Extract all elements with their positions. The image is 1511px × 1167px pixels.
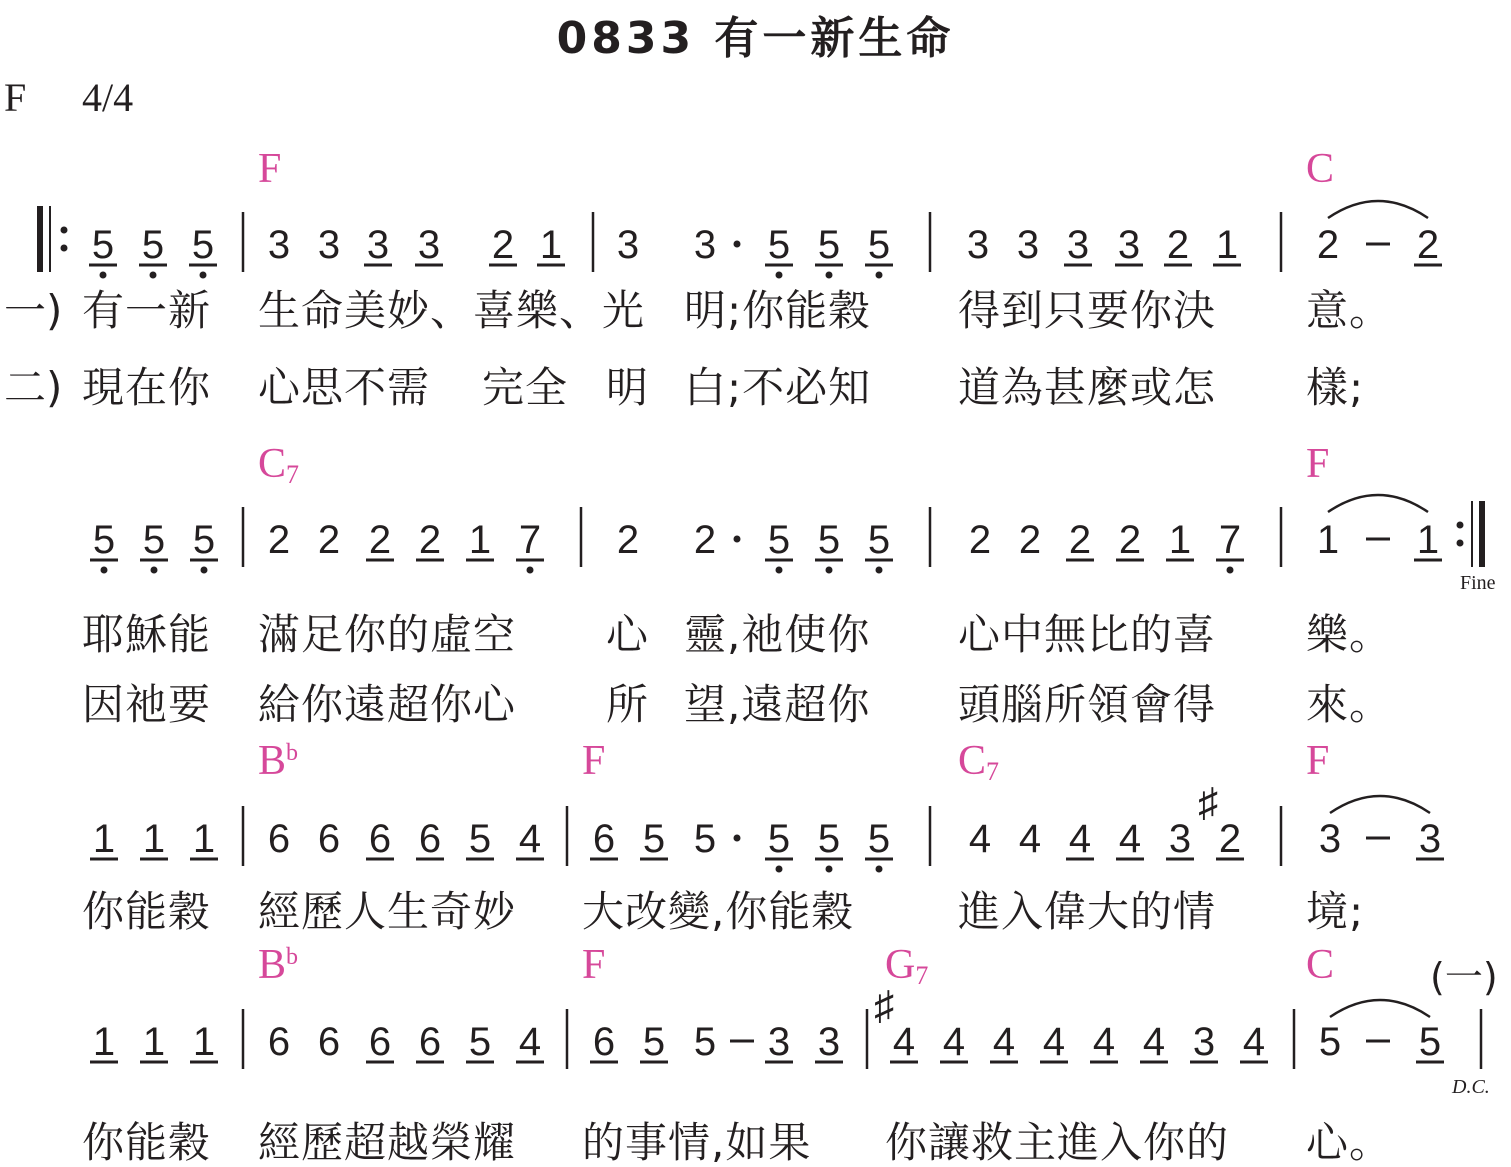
lyric-segment: 完全: [482, 363, 569, 412]
note-digit: 5: [767, 223, 791, 267]
note-digit: 3: [366, 223, 390, 267]
note-digit: 3: [1318, 817, 1342, 861]
chord-root: C: [258, 441, 287, 487]
note-digit: 5: [642, 817, 666, 861]
note-digit: 1: [192, 817, 216, 861]
note-digit: 5: [867, 817, 891, 861]
note-digit: 4: [1092, 1020, 1116, 1064]
lyric-segment: 經歷人生奇妙: [258, 887, 517, 936]
note-digit: 5: [817, 223, 841, 267]
chord-symbol: F: [258, 146, 282, 192]
note-digit: 1: [539, 223, 563, 267]
chord-flat: b: [286, 740, 299, 766]
octave-dot: [776, 866, 783, 873]
note-digit: 5: [867, 223, 891, 267]
octave-dot: [876, 567, 883, 574]
lyric-segment: 樣;: [1306, 363, 1365, 412]
key-signature: F: [4, 75, 27, 120]
note-digit: 3: [1117, 223, 1141, 267]
note-digit: 3: [693, 223, 717, 267]
lyric-segment: 白;不必知: [684, 363, 872, 412]
note-digit: 1: [1316, 518, 1340, 562]
note-digit: 5: [1318, 1020, 1342, 1064]
note-digit: 7: [1218, 518, 1242, 562]
octave-dot: [200, 272, 207, 279]
sharp-sign: ♯: [874, 984, 894, 1028]
note-digit: 2: [317, 518, 341, 562]
note-digit: 1: [1215, 223, 1239, 267]
octave-dot: [151, 567, 158, 574]
chord-symbol: F: [582, 738, 606, 784]
octave-dot: [101, 567, 108, 574]
note-digit: 4: [942, 1020, 966, 1064]
repeat-dot: [61, 227, 68, 234]
time-signature: 4/4: [82, 75, 134, 120]
lyric-segment: 望,遠超你: [684, 680, 871, 729]
augmentation-dot: [734, 241, 741, 248]
octave-dot: [100, 272, 107, 279]
note-digit: 3: [417, 223, 441, 267]
note-digit: 5: [693, 1020, 717, 1064]
note-digit: 3: [1192, 1020, 1216, 1064]
lyric-segment: 明;你能穀: [684, 286, 872, 335]
note-digit: 6: [267, 817, 291, 861]
lyric-segment: 所: [606, 680, 650, 729]
note-digit: 5: [92, 518, 116, 562]
note-digit: 3: [1168, 817, 1192, 861]
octave-dot: [201, 567, 208, 574]
note-digit: 3: [1066, 223, 1090, 267]
tie-arc: [1328, 201, 1428, 218]
note-digit: 2: [418, 518, 442, 562]
note-digit: 2: [1166, 223, 1190, 267]
lyric-segment: 生命美妙、喜樂、光: [258, 286, 646, 335]
note-digit: 5: [867, 518, 891, 562]
octave-dot: [826, 567, 833, 574]
note-digit: 1: [1416, 518, 1440, 562]
note-digit: 6: [418, 1020, 442, 1064]
note-digit: 1: [92, 1020, 116, 1064]
note-digit: 4: [1242, 1020, 1266, 1064]
chord-root: G: [885, 942, 916, 988]
note-digit: 4: [968, 817, 992, 861]
note-digit: 4: [518, 817, 542, 861]
note-digit: 5: [767, 817, 791, 861]
note-digit: 1: [92, 817, 116, 861]
note-digit: 4: [518, 1020, 542, 1064]
augmentation-dot: [734, 835, 741, 842]
note-digit: 2: [968, 518, 992, 562]
note-digit: 5: [142, 518, 166, 562]
lyric-segment: 耶穌能: [82, 610, 212, 659]
note-digit: 4: [1068, 817, 1092, 861]
lyric-segment: 意。: [1306, 286, 1393, 335]
note-digit: 4: [1042, 1020, 1066, 1064]
lyric-segment: 道為甚麼或怎: [958, 363, 1217, 412]
augmentation-dot: [734, 536, 741, 543]
octave-dot: [876, 866, 883, 873]
page-title: 0833 有一新生命: [556, 13, 955, 64]
note-digit: 5: [817, 518, 841, 562]
lyric-segment: 你能穀: [82, 887, 212, 936]
dc-mark: D.C.: [1452, 1076, 1490, 1098]
lyric-segment: 你能穀: [82, 1118, 212, 1167]
lyric-segment: 心: [606, 610, 650, 659]
sharp-sign: ♯: [1198, 781, 1218, 825]
lyric-segment: 你讓救主進入你的: [885, 1118, 1230, 1167]
octave-dot: [876, 272, 883, 279]
tie-arc: [1330, 1000, 1430, 1017]
note-digit: 2: [267, 518, 291, 562]
note-digit: 2: [1218, 817, 1242, 861]
repeat-dot: [1457, 522, 1464, 529]
note-digit: 5: [468, 1020, 492, 1064]
note-digit: 4: [892, 1020, 916, 1064]
chord-ext: 7: [286, 460, 300, 489]
lyric-segment: 心。: [1306, 1118, 1393, 1167]
note-digit: 6: [592, 1020, 616, 1064]
chord-ext: 7: [915, 961, 929, 990]
note-digit: 6: [267, 1020, 291, 1064]
chord-flat: b: [286, 944, 299, 970]
chord-ext: 7: [986, 757, 1000, 786]
octave-dot: [527, 567, 534, 574]
lyric-segment: 樂。: [1306, 610, 1393, 659]
note-digit: 5: [91, 223, 115, 267]
lyric-segment: 有一新: [82, 286, 212, 335]
note-digit: 3: [616, 223, 640, 267]
lyric-segment: 心思不需: [258, 363, 431, 412]
note-digit: 6: [592, 817, 616, 861]
note-digit: 4: [992, 1020, 1016, 1064]
octave-dot: [776, 567, 783, 574]
note-digit: 2: [1416, 223, 1440, 267]
verse-label: 一): [4, 286, 63, 335]
lyric-segment: 大改變,你能穀: [582, 887, 855, 936]
lyric-segment: 境;: [1306, 887, 1365, 936]
lyric-segment: 心中無比的喜: [958, 610, 1217, 659]
note-digit: 5: [767, 518, 791, 562]
lyric-segment: 明: [606, 363, 650, 412]
lyric-segment: 得到只要你決: [958, 286, 1217, 335]
note-digit: 5: [817, 817, 841, 861]
note-digit: 3: [966, 223, 990, 267]
octave-dot: [150, 272, 157, 279]
note-digit: 6: [418, 817, 442, 861]
note-digit: 6: [317, 1020, 341, 1064]
note-digit: 2: [1018, 518, 1042, 562]
note-digit: 2: [1068, 518, 1092, 562]
lyric-segment: 經歷超越榮耀: [258, 1118, 517, 1167]
note-digit: 5: [468, 817, 492, 861]
chord-symbol: F: [582, 942, 606, 988]
note-digit: 1: [142, 1020, 166, 1064]
note-digit: 3: [317, 223, 341, 267]
note-digit: 2: [491, 223, 515, 267]
note-digit: 3: [817, 1020, 841, 1064]
lyric-segment: 因祂要: [82, 680, 212, 729]
note-digit: 5: [141, 223, 165, 267]
note-digit: 4: [1142, 1020, 1166, 1064]
note-digit: 1: [192, 1020, 216, 1064]
note-digit: 5: [693, 817, 717, 861]
note-digit: 1: [1168, 518, 1192, 562]
chord-symbol: F: [1306, 441, 1330, 487]
tie-arc: [1328, 495, 1428, 512]
note-digit: 1: [142, 817, 166, 861]
lyric-segment: 給你遠超你心: [258, 680, 517, 729]
chord-symbol: C: [1306, 146, 1335, 192]
chord-root: B: [258, 942, 287, 988]
verse-reference: (一): [1430, 955, 1498, 999]
octave-dot: [826, 272, 833, 279]
note-digit: 7: [518, 518, 542, 562]
fine-mark: Fine: [1460, 572, 1496, 594]
note-digit: 2: [616, 518, 640, 562]
note-digit: 4: [1018, 817, 1042, 861]
repeat-dot: [1457, 540, 1464, 547]
note-digit: 3: [267, 223, 291, 267]
repeat-dot: [61, 245, 68, 252]
lyric-segment: 來。: [1306, 680, 1393, 729]
chord-symbol: F: [1306, 738, 1330, 784]
note-digit: 3: [767, 1020, 791, 1064]
note-digit: 6: [317, 817, 341, 861]
note-digit: 6: [368, 817, 392, 861]
lyric-segment: 現在你: [82, 363, 212, 412]
chord-root: C: [958, 738, 987, 784]
note-digit: 6: [368, 1020, 392, 1064]
octave-dot: [776, 272, 783, 279]
note-digit: 5: [191, 223, 215, 267]
octave-dot: [826, 866, 833, 873]
lyric-segment: 的事情,如果: [582, 1118, 812, 1167]
note-digit: 5: [642, 1020, 666, 1064]
note-digit: 4: [1118, 817, 1142, 861]
note-digit: 2: [1118, 518, 1142, 562]
note-digit: 5: [192, 518, 216, 562]
lyric-segment: 頭腦所領會得: [958, 680, 1217, 729]
note-digit: 5: [1418, 1020, 1442, 1064]
note-digit: 3: [1418, 817, 1442, 861]
lyric-segment: 進入偉大的情: [958, 887, 1217, 936]
tie-arc: [1330, 796, 1430, 813]
note-digit: 2: [693, 518, 717, 562]
lyric-segment: 靈,祂使你: [684, 610, 871, 659]
verse-label: 二): [4, 363, 63, 412]
note-digit: 2: [368, 518, 392, 562]
chord-root: B: [258, 738, 287, 784]
chord-symbol: C: [1306, 942, 1335, 988]
note-digit: 1: [468, 518, 492, 562]
lyric-segment: 滿足你的虛空: [258, 610, 517, 659]
octave-dot: [1227, 567, 1234, 574]
note-digit: 3: [1016, 223, 1040, 267]
note-digit: 2: [1316, 223, 1340, 267]
